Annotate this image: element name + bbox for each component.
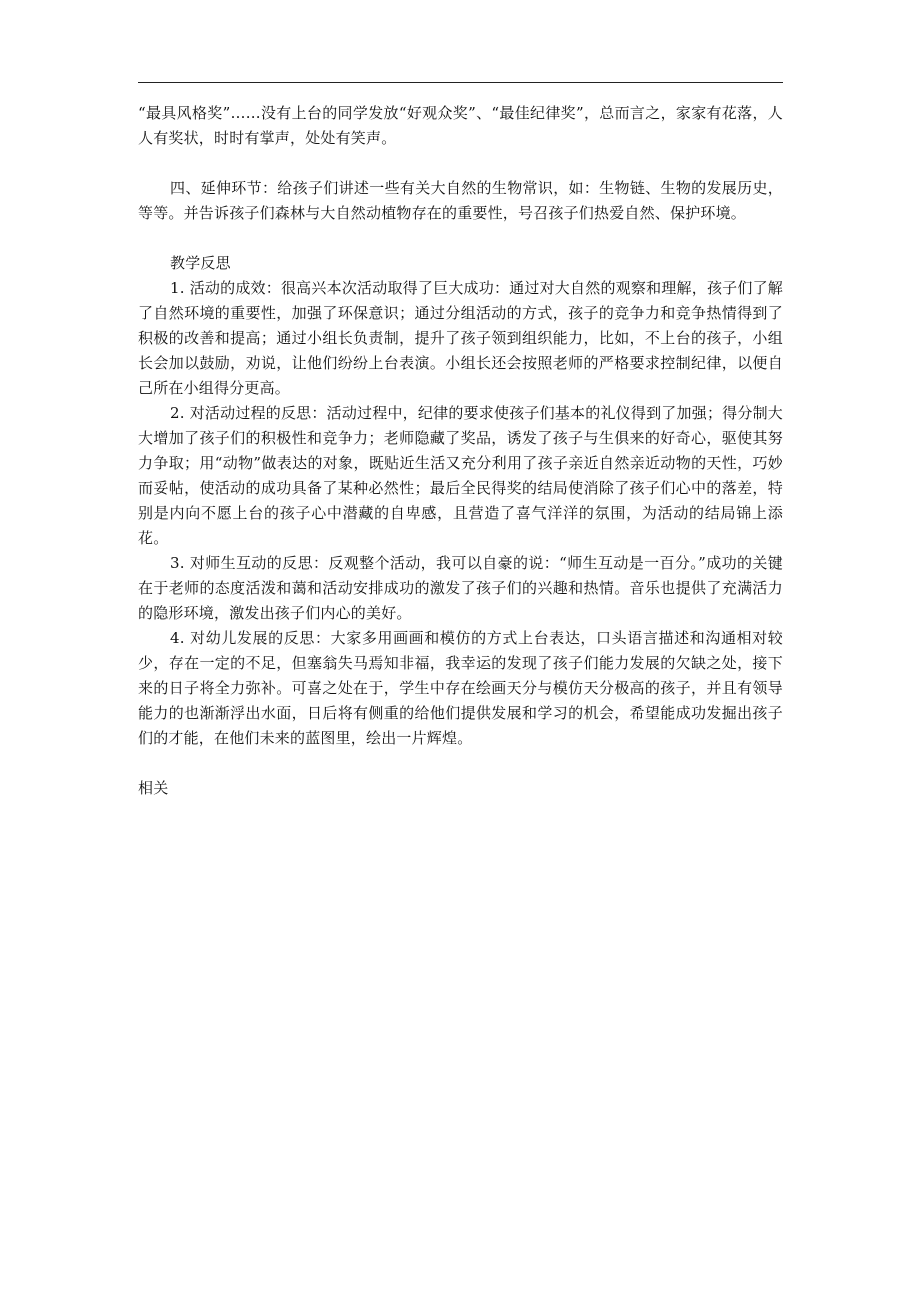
header-rule [138,82,783,83]
paragraph-gap [138,226,783,251]
paragraph-awards: “最具风格奖”……没有上台的同学发放“好观众奖”、“最佳纪律奖”，总而言之，家家有花落，人人有奖状，时时有掌声，处处有笑声。 [138,104,783,147]
reflection-item-3: 3. 对师生互动的反思：反观整个活动，我可以自豪的说：“师生互动是一百分。”成功的关键在于老师的态度活泼和蔼和活动安排成功的激发了孩子们的兴趣和热情。音乐也提供了充满活力的隐形环境，激发出孩子们内心的美好。 [138,554,783,622]
reflection-heading: 教学反思 [170,254,231,272]
reflection-item-2: 2. 对活动过程的反思：活动过程中，纪律的要求使孩子们基本的礼仪得到了加强；得分制大大增加了孩子们的积极性和竞争力；老师隐藏了奖品，诱发了孩子与生俱来的好奇心，驱使其努力争取；用“动物”做表达的对象，既贴近生活又充分利用了孩子亲近自然亲近动物的天性，巧妙而妥帖，使活动的成功具备了某种必然性；最后全民得奖的结局使消除了孩子们心中的落差，特别是内向不愿上台的孩子心中潜藏的自卑感，且营造了喜气洋洋的氛围，为活动的结局锦上添花。 [138,404,783,547]
reflection-item-4: 4. 对幼儿发展的反思：大家多用画画和模仿的方式上台表达，口头语言描述和沟通相对较少，存在一定的不足，但塞翁失马焉知非福，我幸运的发现了孩子们能力发展的欠缺之处，接下来的日子将全力弥补。可喜之处在于，学生中存在绘画天分与模仿天分极高的孩子，并且有领导能力的也渐渐浮出水面，日后将有侧重的给他们提供发展和学习的机会，希望能成功发掘出孩子们的才能，在他们未来的蓝图里，绘出一片辉煌。 [138,629,783,747]
paragraph-extension: 四、延伸环节：给孩子们讲述一些有关大自然的生物常识，如：生物链、生物的发展历史，等等。并告诉孩子们森林与大自然动植物存在的重要性，号召孩子们热爱自然、保护环境。 [138,179,783,222]
paragraph-gap [138,151,783,176]
paragraph-gap [138,751,783,776]
document-body [138,101,783,801]
reflection-item-1: 1. 活动的成效：很高兴本次活动取得了巨大成功：通过对大自然的观察和理解，孩子们了解了自然环境的重要性，加强了环保意识；通过分组活动的方式，孩子的竞争力和竞争热情得到了积极的改善和提高；通过小组长负责制，提升了孩子领到组织能力，比如，不上台的孩子，小组长会加以鼓励，劝说，让他们纷纷上台表演。小组长还会按照老师的严格要求控制纪律，以便自己所在小组得分更高。 [138,279,783,397]
related-label: 相关 [138,779,169,797]
